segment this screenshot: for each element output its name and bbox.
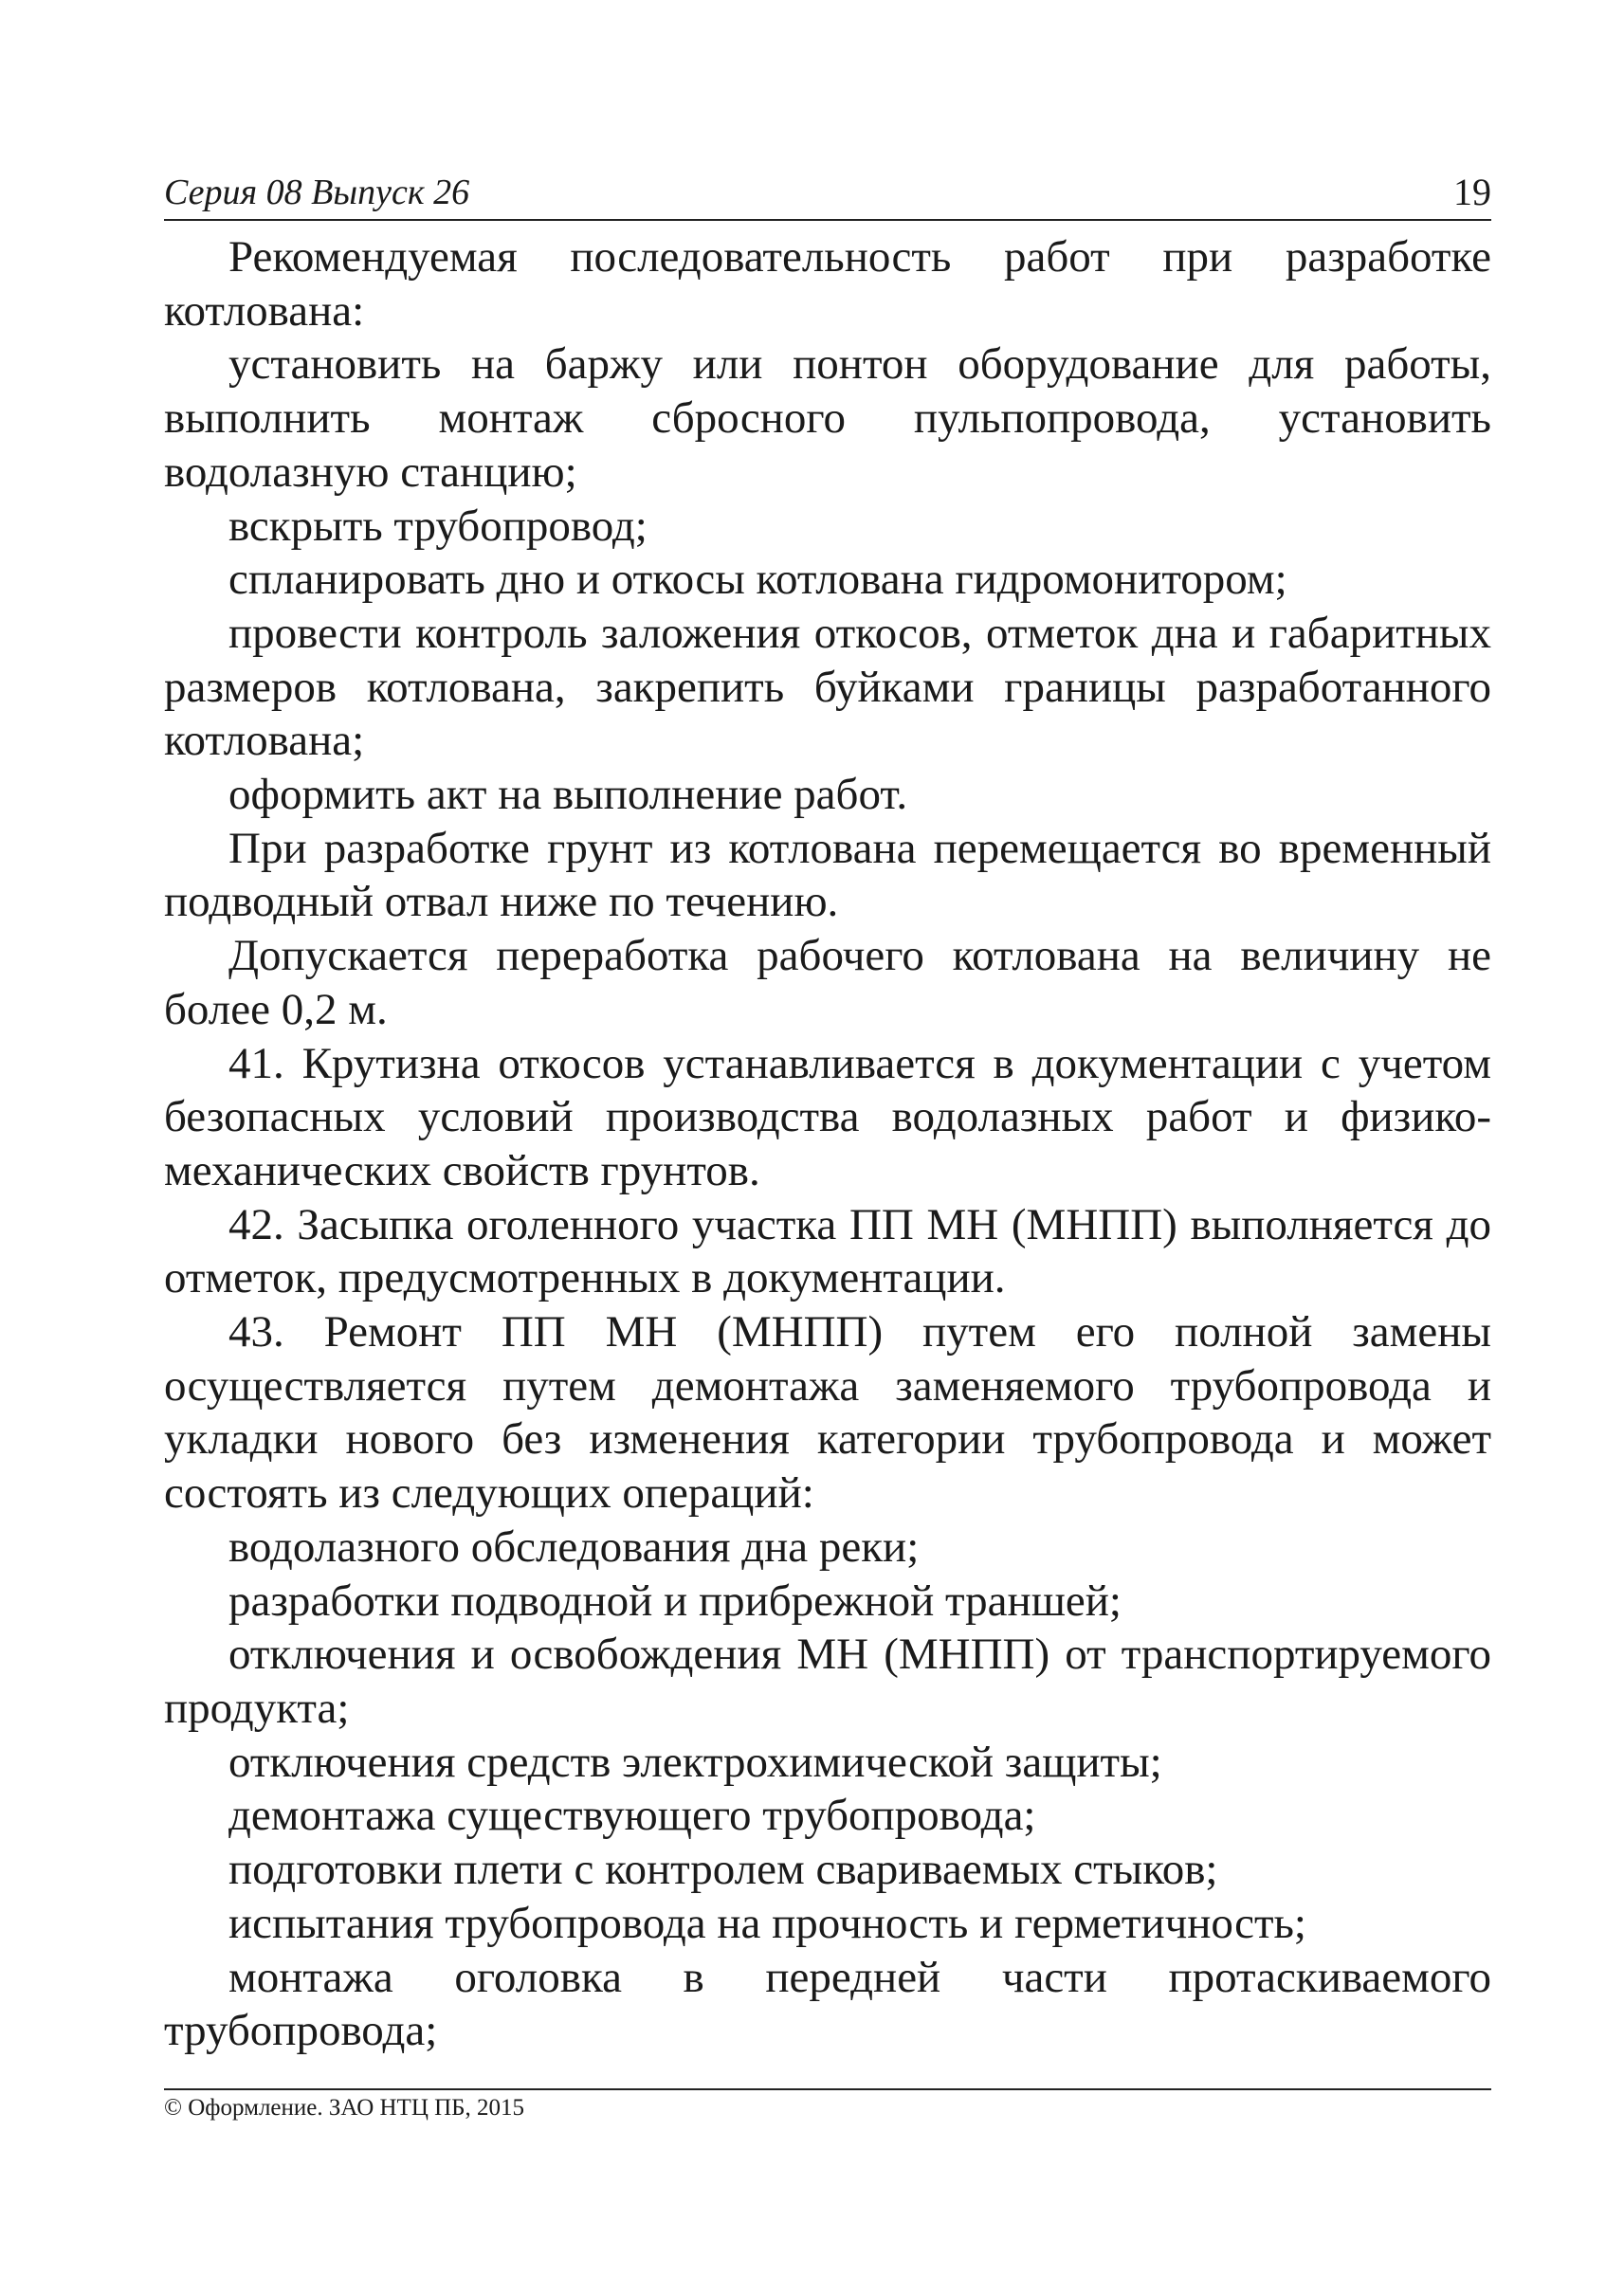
footer-copyright: © Оформление. ЗАО НТЦ ПБ, 2015 (164, 2095, 525, 2121)
paragraph: отключения средств электрохимической защиты; (228, 1737, 1162, 1787)
paragraph: 43. Ремонт ПП МН (МНПП) путем его полной замены осуществляется путем демонтажа заменяемого трубопровода и укладки нового без изменения категории трубопровода и может состоять из следующих операций: (164, 1307, 1491, 1519)
paragraph: испытания трубопровода на прочность и герметичность; (228, 1898, 1306, 1948)
paragraph: установить на баржу или понтон оборудование для работы, выполнить монтаж сбросного пульпопровода, установить водолазную станцию; (164, 339, 1491, 497)
paragraph: Рекомендуемая последовательность работ при разработке котлована: (164, 232, 1491, 336)
paragraph: отключения и освобождения МН (МНПП) от транспортируемого продукта; (164, 1630, 1491, 1733)
paragraph: 42. Засыпка оголенного участка ПП МН (МНПП) выполняется до отметок, предусмотренных в документации. (164, 1199, 1491, 1303)
paragraph: провести контроль заложения откосов, отметок дна и габаритных размеров котлована, закрепить буйками границы разработанного котлована; (164, 608, 1491, 766)
paragraph: разработки подводной и прибрежной траншей; (228, 1576, 1122, 1626)
page-number: 19 (1453, 171, 1491, 213)
running-header (164, 169, 1491, 222)
paragraph: При разработке грунт из котлована перемещается во временный подводный отвал ниже по течению. (164, 823, 1491, 927)
paragraph: Допускается переработка рабочего котлована на величину не более 0,2 м. (164, 931, 1491, 1034)
paragraph: подготовки плети с контролем свариваемых стыков; (228, 1845, 1218, 1895)
paragraph: спланировать дно и откосы котлована гидромонитором; (228, 555, 1287, 605)
paragraph: вскрыть трубопровод; (228, 501, 648, 551)
paragraph: монтажа оголовка в передней части протаскиваемого трубопровода; (164, 1952, 1491, 2056)
paragraph: демонтажа существующего трубопровода; (228, 1791, 1036, 1841)
series-title: Серия 08 Выпуск 26 (164, 173, 470, 212)
footer-divider (164, 2088, 1491, 2090)
paragraph: 41. Крутизна откосов устанавливается в документации с учетом безопасных условий производства водолазных работ и физико-механических свойств грунтов. (164, 1038, 1491, 1195)
body-text (164, 230, 1491, 2058)
paragraph: водолазного обследования дна реки; (228, 1521, 920, 1572)
paragraph: оформить акт на выполнение работ. (228, 770, 908, 820)
header-divider (164, 219, 1491, 221)
